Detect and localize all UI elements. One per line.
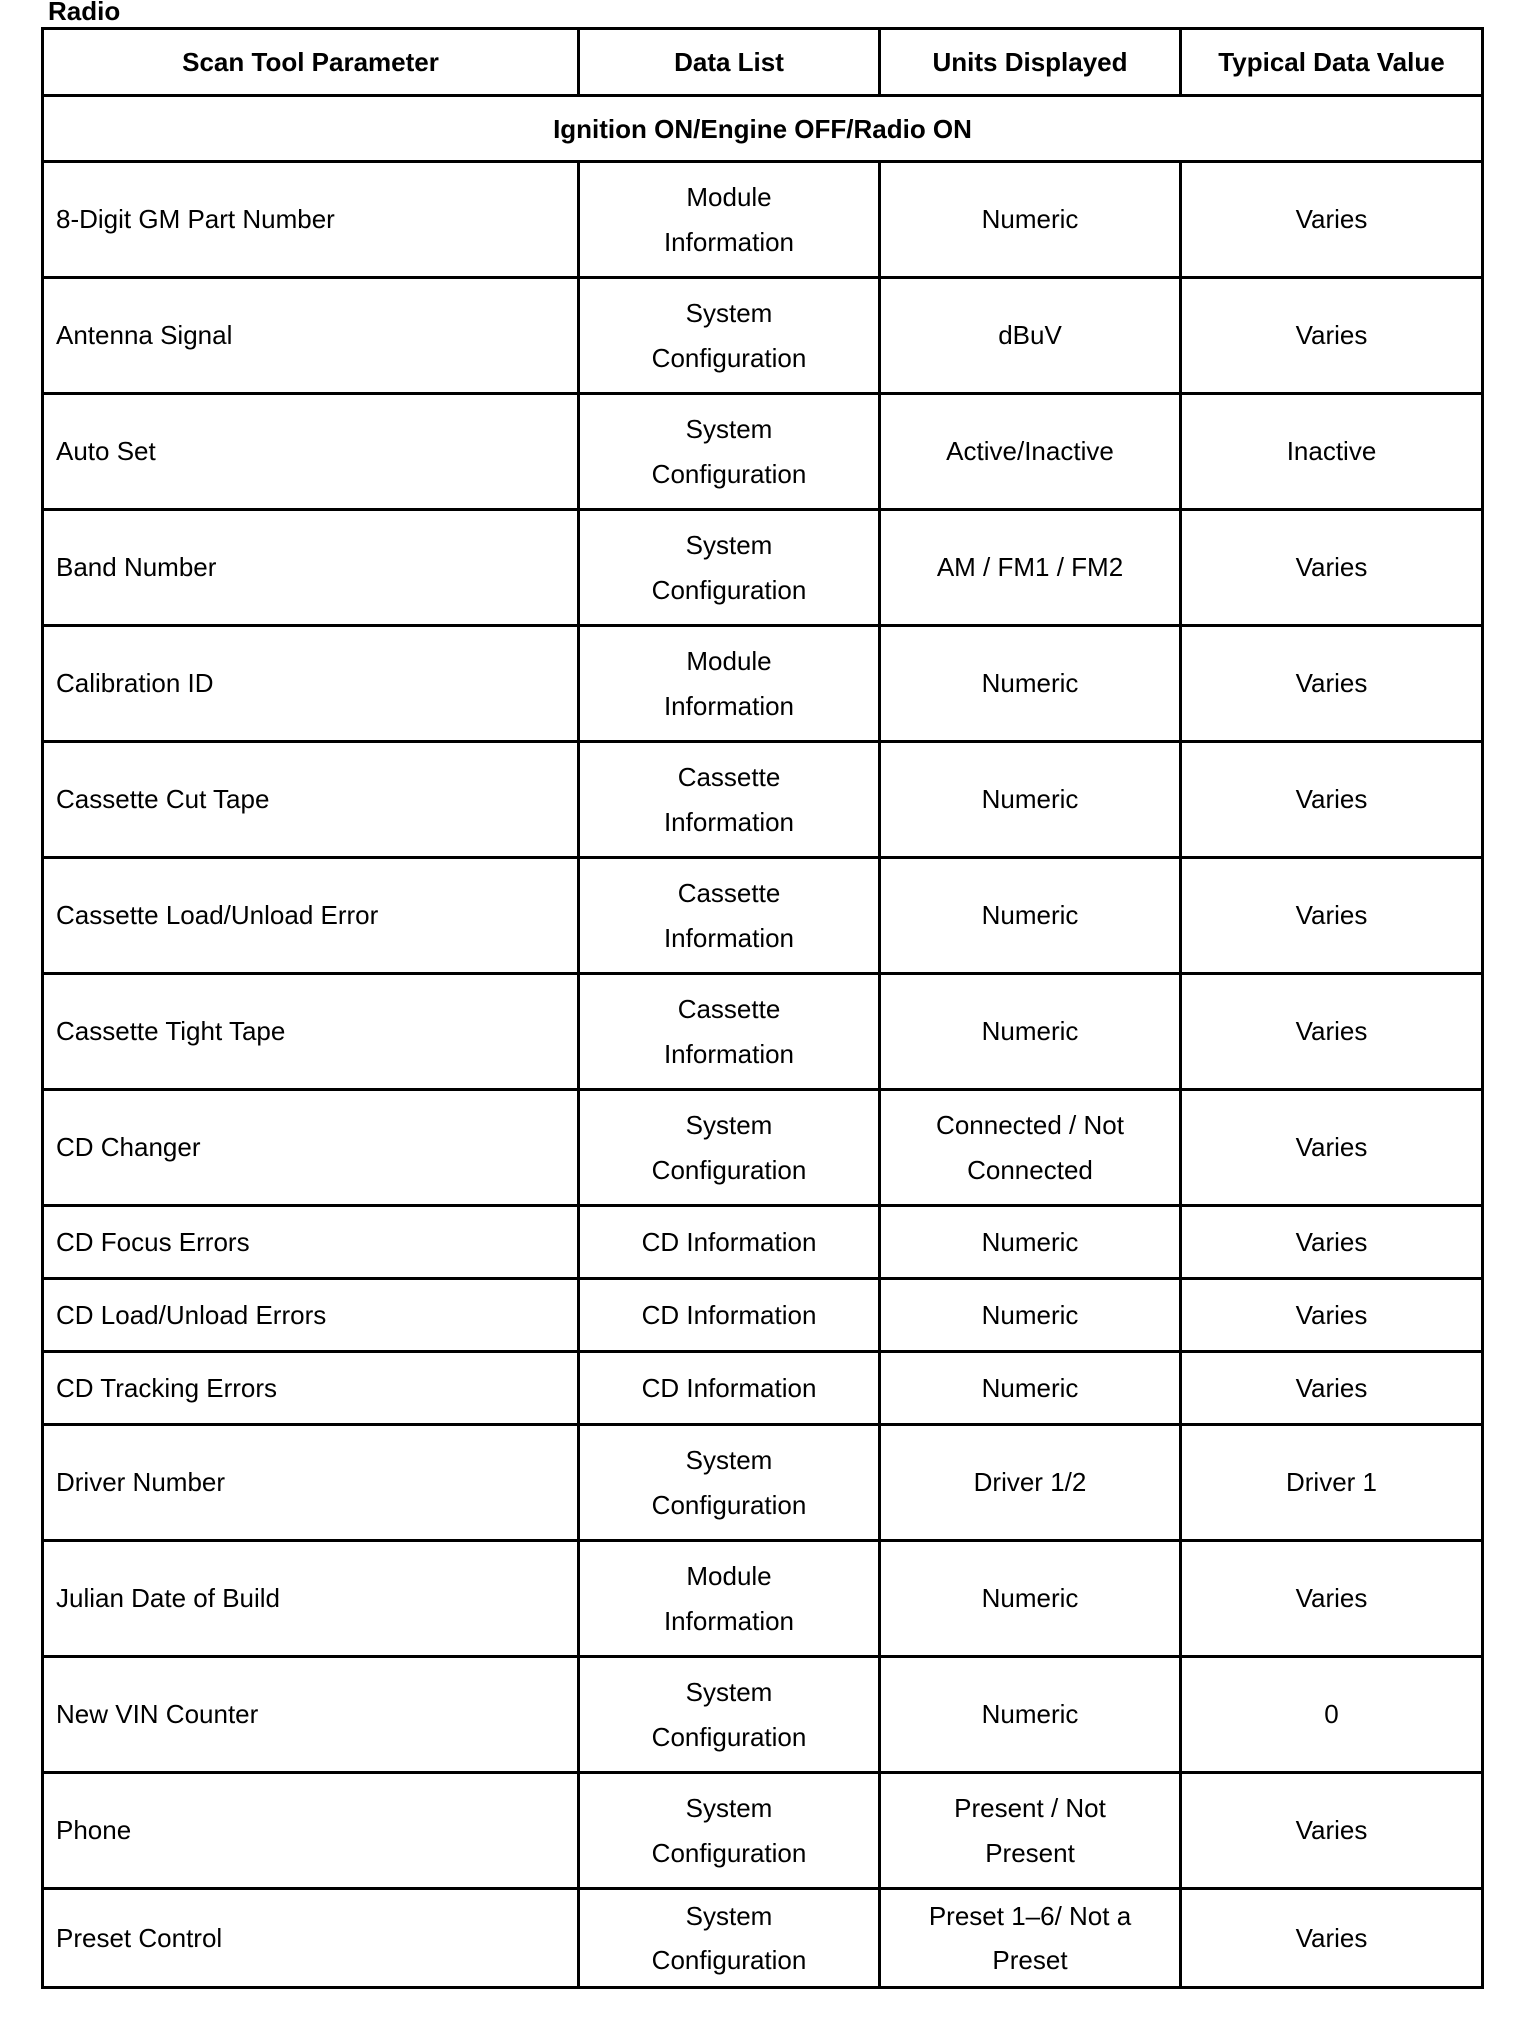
cell-units-displayed-line: Numeric — [981, 1227, 1079, 1257]
table-row — [43, 1889, 1483, 1988]
column-header-data-list: Data List — [579, 29, 880, 96]
cell-data-list-line: Configuration — [651, 1837, 807, 1868]
cell-data-list-line: Information — [663, 690, 795, 721]
table-row — [43, 626, 1483, 742]
cell-units-displayed-line: Numeric — [981, 668, 1079, 698]
cell-data-list — [579, 742, 880, 858]
cell-units-displayed — [880, 278, 1181, 394]
cell-units-displayed-line: Preset 1–6/ Not a — [928, 1901, 1132, 1931]
table-row — [43, 1279, 1483, 1352]
cell-data-list — [579, 394, 880, 510]
cell-data-list-line: Information — [663, 1605, 795, 1636]
cell-data-list — [579, 858, 880, 974]
table-row — [43, 394, 1483, 510]
section-heading: Ignition ON/Engine OFF/Radio ON — [43, 96, 1483, 162]
cell-units-displayed — [880, 1206, 1181, 1279]
cell-units-displayed-line: Numeric — [981, 1373, 1079, 1403]
cell-units-displayed-line: Numeric — [981, 1699, 1079, 1729]
cell-scan-tool-parameter: Cassette Tight Tape — [43, 974, 579, 1090]
cell-data-list — [579, 1279, 880, 1352]
cell-data-list — [579, 1425, 880, 1541]
cell-units-displayed-line: Preset — [992, 1945, 1068, 1975]
cell-scan-tool-parameter: Auto Set — [43, 394, 579, 510]
scan-tool-data-table — [41, 27, 1484, 1989]
cell-units-displayed-line: Connected / Not — [936, 1109, 1124, 1140]
cell-data-list — [579, 510, 880, 626]
cell-data-list-line: System — [685, 297, 773, 328]
cell-data-list-line: Configuration — [651, 1721, 807, 1752]
cell-units-displayed-line: Active/Inactive — [946, 436, 1114, 466]
cell-units-displayed — [880, 1541, 1181, 1657]
cell-data-list-line: Configuration — [651, 458, 807, 489]
cell-typical-data-value: Varies — [1181, 858, 1483, 974]
cell-scan-tool-parameter: Driver Number — [43, 1425, 579, 1541]
cell-data-list-line: Module — [686, 181, 772, 212]
table-row — [43, 510, 1483, 626]
cell-data-list-line: Cassette — [677, 761, 781, 792]
cell-scan-tool-parameter: Antenna Signal — [43, 278, 579, 394]
cell-typical-data-value: Varies — [1181, 974, 1483, 1090]
table-row — [43, 858, 1483, 974]
cell-data-list-line: Module — [686, 1560, 772, 1591]
cell-data-list-line: Configuration — [651, 342, 807, 373]
cell-data-list-line: Configuration — [651, 1489, 807, 1520]
cell-scan-tool-parameter: Phone — [43, 1773, 579, 1889]
cell-data-list-line: Configuration — [651, 574, 807, 605]
cell-typical-data-value: Varies — [1181, 162, 1483, 278]
cell-typical-data-value: Varies — [1181, 1352, 1483, 1425]
table-row — [43, 162, 1483, 278]
cell-data-list-line: Configuration — [651, 1154, 807, 1185]
cell-scan-tool-parameter: Cassette Cut Tape — [43, 742, 579, 858]
cell-data-list-line: CD Information — [641, 1227, 817, 1257]
cell-data-list-line: Information — [663, 226, 795, 257]
cell-scan-tool-parameter: Band Number — [43, 510, 579, 626]
table-body — [43, 96, 1483, 1988]
table-row — [43, 974, 1483, 1090]
cell-scan-tool-parameter: CD Load/Unload Errors — [43, 1279, 579, 1352]
cell-scan-tool-parameter: CD Changer — [43, 1090, 579, 1206]
cell-data-list — [579, 278, 880, 394]
cell-units-displayed-line: Driver 1/2 — [973, 1467, 1087, 1497]
cell-data-list-line: System — [685, 1109, 773, 1140]
cell-typical-data-value: Varies — [1181, 1279, 1483, 1352]
cell-units-displayed — [880, 162, 1181, 278]
cell-units-displayed — [880, 1657, 1181, 1773]
cell-units-displayed-line: AM / FM1 / FM2 — [936, 552, 1124, 582]
cell-data-list-line: System — [685, 1444, 773, 1475]
cell-scan-tool-parameter: CD Focus Errors — [43, 1206, 579, 1279]
cell-scan-tool-parameter: 8-Digit GM Part Number — [43, 162, 579, 278]
cell-typical-data-value: Inactive — [1181, 394, 1483, 510]
cell-units-displayed — [880, 1352, 1181, 1425]
cell-units-displayed-line: Present — [985, 1837, 1075, 1868]
cell-typical-data-value: Varies — [1181, 742, 1483, 858]
cell-data-list — [579, 1889, 880, 1988]
column-header-typical-data-value: Typical Data Value — [1181, 29, 1483, 96]
cell-scan-tool-parameter: Julian Date of Build — [43, 1541, 579, 1657]
cell-data-list-line: Information — [663, 1038, 795, 1069]
cell-typical-data-value: Varies — [1181, 1090, 1483, 1206]
cell-units-displayed-line: Present / Not — [954, 1792, 1106, 1823]
cell-data-list-line: System — [685, 529, 773, 560]
cell-units-displayed-line: Numeric — [981, 204, 1079, 234]
table-row — [43, 278, 1483, 394]
cell-units-displayed-line: dBuV — [998, 320, 1062, 350]
cell-units-displayed — [880, 1889, 1181, 1988]
table-header-row — [43, 29, 1483, 96]
cell-data-list — [579, 1090, 880, 1206]
cell-data-list-line: Module — [686, 645, 772, 676]
cell-data-list — [579, 1541, 880, 1657]
table-row — [43, 1657, 1483, 1773]
cell-data-list-line: CD Information — [641, 1373, 817, 1403]
cell-units-displayed-line: Connected — [967, 1154, 1093, 1185]
cell-data-list-line: CD Information — [641, 1300, 817, 1330]
cell-data-list — [579, 1773, 880, 1889]
cell-units-displayed — [880, 1425, 1181, 1541]
cell-units-displayed-line: Numeric — [981, 900, 1079, 930]
cell-scan-tool-parameter: Calibration ID — [43, 626, 579, 742]
cell-units-displayed — [880, 510, 1181, 626]
cell-units-displayed — [880, 974, 1181, 1090]
column-header-units-displayed: Units Displayed — [880, 29, 1181, 96]
cell-data-list-line: System — [685, 413, 773, 444]
cell-typical-data-value: Driver 1 — [1181, 1425, 1483, 1541]
cell-units-displayed — [880, 858, 1181, 974]
cell-typical-data-value: Varies — [1181, 1541, 1483, 1657]
cell-scan-tool-parameter: Preset Control — [43, 1889, 579, 1988]
table-row — [43, 1352, 1483, 1425]
cell-units-displayed-line: Numeric — [981, 1016, 1079, 1046]
cell-units-displayed-line: Numeric — [981, 784, 1079, 814]
page-title: Radio — [48, 0, 121, 26]
table-row — [43, 1425, 1483, 1541]
cell-units-displayed — [880, 394, 1181, 510]
cell-typical-data-value: Varies — [1181, 1206, 1483, 1279]
cell-data-list-line: Information — [663, 806, 795, 837]
table-row — [43, 1541, 1483, 1657]
cell-data-list — [579, 162, 880, 278]
cell-units-displayed — [880, 1773, 1181, 1889]
cell-scan-tool-parameter: Cassette Load/Unload Error — [43, 858, 579, 974]
cell-data-list — [579, 1657, 880, 1773]
cell-typical-data-value: Varies — [1181, 1889, 1483, 1988]
section-row — [43, 96, 1483, 162]
cell-data-list-line: System — [685, 1792, 773, 1823]
cell-data-list-line: Cassette — [677, 993, 781, 1024]
cell-units-displayed-line: Numeric — [981, 1300, 1079, 1330]
table-row — [43, 742, 1483, 858]
cell-data-list-line: Configuration — [651, 1945, 807, 1975]
cell-data-list — [579, 1352, 880, 1425]
table-row — [43, 1773, 1483, 1889]
cell-scan-tool-parameter: CD Tracking Errors — [43, 1352, 579, 1425]
cell-units-displayed — [880, 742, 1181, 858]
cell-units-displayed — [880, 1090, 1181, 1206]
cell-units-displayed — [880, 1279, 1181, 1352]
cell-scan-tool-parameter: New VIN Counter — [43, 1657, 579, 1773]
cell-units-displayed — [880, 626, 1181, 742]
column-header-scan-tool-parameter: Scan Tool Parameter — [43, 29, 579, 96]
table-row — [43, 1206, 1483, 1279]
cell-data-list-line: System — [685, 1901, 773, 1931]
cell-typical-data-value: Varies — [1181, 510, 1483, 626]
cell-units-displayed-line: Numeric — [981, 1583, 1079, 1613]
cell-data-list-line: Information — [663, 922, 795, 953]
cell-data-list-line: Cassette — [677, 877, 781, 908]
cell-typical-data-value: Varies — [1181, 1773, 1483, 1889]
cell-typical-data-value: Varies — [1181, 626, 1483, 742]
cell-data-list — [579, 626, 880, 742]
table-row — [43, 1090, 1483, 1206]
cell-data-list — [579, 1206, 880, 1279]
cell-typical-data-value: 0 — [1181, 1657, 1483, 1773]
cell-typical-data-value: Varies — [1181, 278, 1483, 394]
cell-data-list — [579, 974, 880, 1090]
cell-data-list-line: System — [685, 1676, 773, 1707]
